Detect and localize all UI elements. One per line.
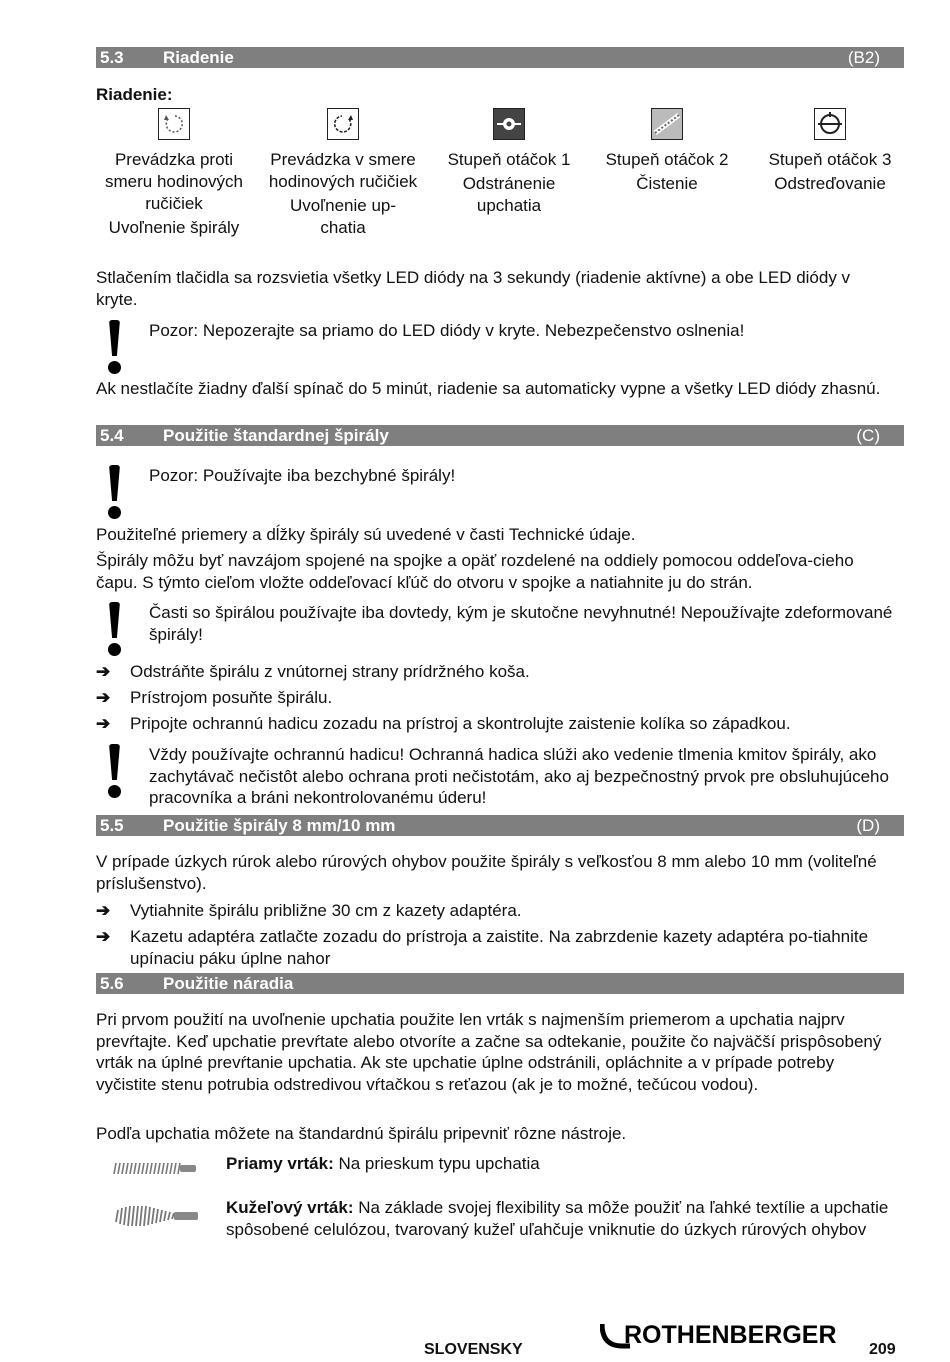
section-title: Použitie štandardnej špirály <box>163 426 389 445</box>
speed-1-icon <box>493 108 525 140</box>
footer-language: SLOVENSKY <box>424 1341 523 1358</box>
warning-text: Vždy používajte ochrannú hadicu! Ochranná hadica slúži ako vedenie tlmenia kmitov špirály, ako zachytávač nečistôt alebo ochrana proti nečistotám, ako aj bezpečnostný prvok pre obsluhujúceho pracovníka a bráni nekontrolovanému úderu! <box>149 745 889 807</box>
figure-reference: (C) <box>856 426 880 445</box>
section-title: Riadenie <box>163 48 234 67</box>
clockwise-rotation-icon <box>327 108 359 140</box>
section-number: 5.3 <box>100 48 124 67</box>
figure-reference: (B2) <box>847 48 880 67</box>
paragraph-auto-off: Ak nestlačíte žiadny ďalší spínač do 5 minút, riadenie sa automaticky vypne a všetky LED diódy zhasnú. <box>96 379 881 398</box>
figure-reference: (D) <box>856 816 880 835</box>
control-label: Stupeň otáčok 2 <box>605 150 729 169</box>
control-ccw <box>96 108 252 239</box>
section-title: Použitie špirály 8 mm/10 mm <box>163 816 396 835</box>
arrow-right-icon: ➔ <box>96 901 111 920</box>
control-speed-2 <box>592 108 742 195</box>
control-speed-1 <box>434 108 584 217</box>
section-header-5-5 <box>96 815 904 836</box>
control-sublabel: Odstreďovanie <box>774 174 886 193</box>
paragraph-5-6-tools: Podľa upchatia môžete na štandardnú špirálu pripevniť rôzne nástroje. <box>96 1124 627 1143</box>
list-item-text: Vytiahnite špirálu približne 30 cm z kazety adaptéra. <box>130 901 522 920</box>
control-sublabel: Čistenie <box>636 174 698 193</box>
speed-2-icon <box>651 108 683 140</box>
arrow-right-icon: ➔ <box>96 927 111 946</box>
paragraph-connection: Špirály môžu byť navzájom spojené na spojke a opäť rozdelené na oddiely pomocou oddeľova-cieho čapu. S týmto cieľom vložte oddeľovací kľúč do otvoru v spojke a natiahnite ju do strán. <box>96 551 854 592</box>
control-sublabel: Uvoľnenie špirály <box>108 218 240 237</box>
paragraph-5-6-intro: Pri prvom použití na uvoľnenie upchatia použite len vrták s najmenším priemerom a upchatia najprv prevŕtajte. Keď upchatie prevŕtate alebo otvoríte a začne sa odtekanie, použite čo najväčší prispôsobený vrták na úplné prevŕtanie upchatia. Ak ste upchatie úplne odstránili, opláchnite a v prípade potreby vyčistite stenu potrubia odstredivou vŕtačkou s reťazou (ak je to možné, tečúcou vodou). <box>96 1010 882 1094</box>
control-sublabel: Odstránenie upchatia <box>462 174 556 215</box>
tool-name: Priamy vrták: <box>226 1154 334 1173</box>
tool-description <box>226 1197 896 1240</box>
warning-text: Pozor: Používajte iba bezchybné špirály! <box>149 466 456 485</box>
paragraph-led: Stlačením tlačidla sa rozsvietia všetky LED diódy na 3 sekundy (riadenie aktívne) a obe LED diódy v kryte. <box>96 268 851 309</box>
section-header-5-3 <box>96 47 904 68</box>
cone-drill-icon <box>112 1201 208 1237</box>
paragraph-5-5: V prípade úzkych rúrok alebo rúrových ohybov použite špirály s veľkosťou 8 mm alebo 10 mm (voliteľné príslušenstvo). <box>96 852 877 893</box>
warning-text: Pozor: Nepozerajte sa priamo do LED diódy v kryte. Nebezpečenstvo oslnenia! <box>149 321 745 340</box>
tool-text: Na základe svojej flexibility sa môže použiť na ľahké textílie a upchatie spôsobené celulózou, tvarovaný kužeľ uľahčuje vniknutie do úzkych rúrových ohybov <box>226 1198 889 1239</box>
section-header-5-6 <box>96 973 904 994</box>
control-label: Prevádzka proti smeru hodinových ručičiek <box>105 150 243 213</box>
list-item-text: Pripojte ochrannú hadicu zozadu na prístroj a skontrolujte zaistenie kolíka so západkou. <box>130 714 791 733</box>
straight-drill-icon <box>112 1157 202 1185</box>
section-number: 5.5 <box>100 816 124 835</box>
list-item-text: Prístrojom posuňte špirálu. <box>130 688 333 707</box>
riadenie-heading: Riadenie: <box>96 85 173 104</box>
arrow-right-icon: ➔ <box>96 714 111 733</box>
warning-text: Časti so špirálou používajte iba dovtedy, kým je skutočne nevyhnutné! Nepoužívajte zdeformované špirály! <box>149 603 893 644</box>
control-label: Stupeň otáčok 3 <box>768 150 892 169</box>
control-sublabel: Uvoľnenie up-chatia <box>289 196 397 237</box>
arrow-right-icon: ➔ <box>96 688 111 707</box>
counterclockwise-rotation-icon <box>158 108 190 140</box>
rothenberger-logo <box>600 1320 850 1350</box>
list-item-text: Odstráňte špirálu z vnútornej strany prídržného koša. <box>130 662 530 681</box>
page-number: 209 <box>869 1341 896 1358</box>
control-cw <box>262 108 424 239</box>
speed-3-icon <box>814 108 846 140</box>
control-label: Stupeň otáčok 1 <box>447 150 571 169</box>
section-number: 5.4 <box>100 426 124 445</box>
control-label: Prevádzka v smere hodinových ručičiek <box>268 150 418 191</box>
tool-name: Kužeľový vrták: <box>226 1198 354 1217</box>
paragraph-diameters: Použiteľné priemery a dĺžky špirály sú uvedené v časti Technické údaje. <box>96 525 636 544</box>
section-title: Použitie náradia <box>163 974 294 993</box>
brand-text: ROTHENBERGER <box>624 1321 837 1349</box>
section-number: 5.6 <box>100 974 124 993</box>
arrow-right-icon: ➔ <box>96 662 111 681</box>
section-header-5-4 <box>96 425 904 446</box>
tool-description <box>226 1153 896 1175</box>
list-item-text: Kazetu adaptéra zatlačte zozadu do prístroja a zaistite. Na zabrzdenie kazety adaptéra po-tiahnite upínaciu páku úplne nahor <box>130 927 869 968</box>
tool-text: Na prieskum typu upchatia <box>333 1154 540 1173</box>
control-speed-3 <box>752 108 908 195</box>
